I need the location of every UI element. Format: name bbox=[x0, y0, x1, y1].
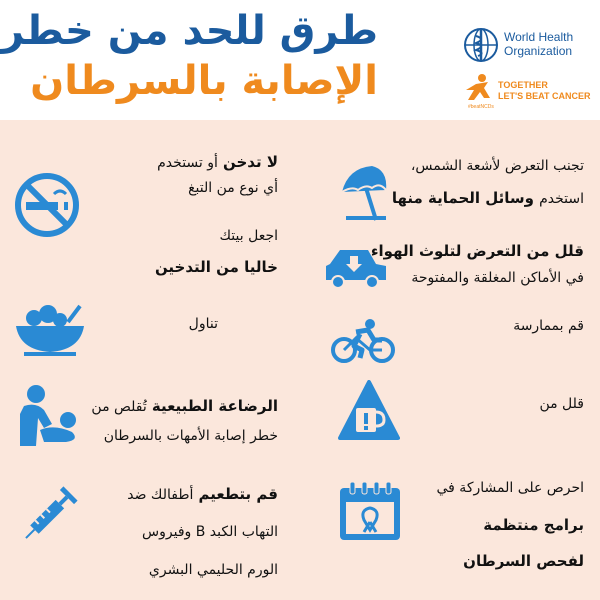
smoking-text-line3: اجعل بيتك bbox=[219, 228, 278, 244]
vaccine-text-line3: الورم الحليمي البشري bbox=[148, 562, 278, 578]
alcohol-warning-icon bbox=[338, 380, 400, 442]
pollution-text-line2: في الأماكن المغلقة والمفتوحة bbox=[411, 270, 584, 286]
campaign-hashtag: #beatNCDs bbox=[468, 104, 494, 110]
vaccine-text-line2: التهاب الكبد B وفيروس bbox=[142, 524, 278, 540]
screening-text-line2: برامج منتظمة bbox=[483, 516, 584, 534]
sun-text-line1: تجنب التعرض لأشعة الشمس، bbox=[410, 158, 584, 174]
smoking-text-line2: أي نوع من التبغ bbox=[188, 180, 278, 196]
screening-text-line3: لفحص السرطان bbox=[463, 552, 584, 570]
campaign-slogan: TOGETHER LET'S BEAT CANCER bbox=[498, 80, 591, 101]
breastfeeding-text-line2: خطر إصابة الأمهات بالسرطان bbox=[103, 428, 278, 444]
who-logo bbox=[462, 26, 592, 68]
breastfeeding-icon bbox=[14, 384, 84, 450]
screening-text-line1: احرص على المشاركة في bbox=[436, 480, 584, 496]
breastfeeding-text-line1: الرضاعة الطبيعية تُقلص من bbox=[91, 397, 278, 415]
pollution-text-line1: قلل من التعرض لتلوث الهواء bbox=[370, 242, 584, 260]
campaign-figure-icon bbox=[462, 72, 494, 104]
food-bowl-icon bbox=[14, 300, 86, 356]
sun-text-line2: استخدم وسائل الحماية منها bbox=[391, 189, 584, 207]
calendar-ribbon-icon bbox=[338, 480, 402, 542]
exercise-text-line1: قم بممارسة bbox=[513, 318, 584, 334]
cyclist-icon bbox=[330, 318, 396, 364]
page-title-line2: الإصابة بالسرطان bbox=[30, 58, 378, 104]
who-wordmark: World Health Organization bbox=[504, 30, 574, 58]
who-emblem-icon bbox=[462, 26, 500, 64]
food-text-line1: تناول bbox=[188, 316, 218, 332]
page-title-line1: طرق للحد من خطر bbox=[1, 8, 378, 54]
campaign-logo bbox=[462, 72, 592, 112]
umbrella-icon bbox=[338, 162, 390, 222]
no-smoking-icon bbox=[14, 172, 80, 238]
smoking-text-line1: لا تدخن أو تستخدم bbox=[157, 153, 278, 171]
vaccine-text-line1: قم بتطعيم أطفالك ضد bbox=[127, 485, 278, 503]
syringe-icon bbox=[14, 478, 86, 550]
alcohol-text-line1: قلل من bbox=[539, 396, 584, 412]
smoking-text-line4: خاليا من التدخين bbox=[154, 258, 278, 276]
